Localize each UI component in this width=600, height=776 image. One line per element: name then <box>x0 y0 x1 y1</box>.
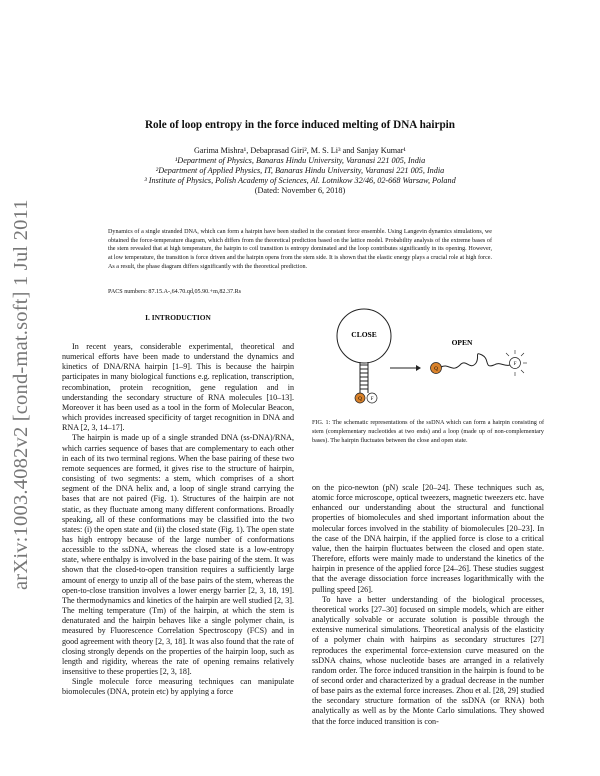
author-block <box>60 146 540 196</box>
open-label: OPEN <box>451 338 473 347</box>
marker-f-closed: F <box>370 397 374 402</box>
paper-title: Role of loop entropy in the force induced melting of DNA hairpin <box>144 119 456 131</box>
paragraph-3: Single molecule force measuring techniques can manipulate biomolecules (DNA, protein etc) by applying a force <box>62 677 294 697</box>
right-column <box>312 483 544 727</box>
hairpin-diagram <box>314 303 542 409</box>
date-line: (Dated: November 6, 2018) <box>254 186 346 195</box>
pacs-numbers: PACS numbers: 87.15.A-,64.70.qd,05.90.+m,82.37.Rs <box>108 289 242 295</box>
close-label: CLOSE <box>351 330 377 339</box>
figure-1-hairpin-schematic <box>314 303 542 409</box>
paragraph-5: To have a better understanding of the biological processes, theoretical works [27–30] focused on simple models, which are either analytically solvable or accurate solution is possible through the extensive numerical simulations. Theoretical analysis of the elasticity of a polymer chain with hairpins as secondary structures [27] reproduces the experimental force-extension curve measured on the ssDNA chains, whose nucleotide bases are arranged in a relatively random order. The force induced transition in the hairpin is found to be of second order and characterized by a gradual decrease in the number of base pairs as the external force increases. Zhou et al. [28, 29] studied the secondary structure formation of the ssDNA (or RNA) both analytically as well as by the Monte Carlo simulations. They showed that the force induced transition is con- <box>312 594 544 726</box>
paragraph-1: In recent years, considerable experimental, theoretical and numerical efforts have been made to understand the dynamics and kinetics of DNA/RNA hairpin [1–9]. This is because the hairpin participates in many biological functions e.g. replication, transcription, recombination, protein recognition, gene regulation and in understanding the secondary structure of RNA molecules [10–13]. Moreover it has been used as a tool in the form of Molecular Beacon, which provides increased specificity of target recognition in DNA and RNA [2, 3, 14–17]. <box>62 342 294 433</box>
arxiv-identifier <box>6 199 46 590</box>
paragraph-4: on the pico-newton (pN) scale [20–24]. These techniques such as, atomic force microscope, optical tweezers, magnetic tweezers etc. have enhanced our understanding about the structural and functional properties of biomolecules and shed important information about the molecular forces involved in the stability of biomolecules [20–23]. In the case of the DNA hairpin, if the applied force is close to a critical value, then the hairpin fluctuates between the closed and open state. Therefore, efforts were mainly made to understand the kinetics of the hairpin in presence of the applied force [24–26]. These studies suggest that the average dissociation force increases logarithmically with the pulling speed [26]. <box>312 483 544 594</box>
affiliation-3: ³ Institute of Physics, Polish Academy of Sciences, Al. Lotnikow 32/46, 02-668 Warsaw, Poland <box>144 176 456 185</box>
section-heading-introduction: I. INTRODUCTION <box>145 313 211 322</box>
arxiv-identifier-text: arXiv:1003.4082v2 [cond-mat.soft] 1 Jul 2011 <box>10 199 32 590</box>
figure-1-caption: FIG. 1: The schematic representations of the ssDNA which can form a hairpin consisting of stem (complementary nucleotides at two ends) and a loop (made up of non-complementary bases). The hairpin fluctuates between the close and open state. <box>312 420 544 444</box>
affiliation-2: ²Department of Applied Physics, IT, Banaras Hindu University, Varanasi 221 005, India <box>155 166 445 175</box>
marker-q-closed: Q <box>358 397 362 402</box>
paragraph-2: The hairpin is made up of a single stranded DNA (ss-DNA)/RNA, which carries sequence of bases that are complementary to each other in each of its two terminal regions. When the base pairing of these two remote sequences are formed, it gives rise to the structure of hairpin, consisting of two segments: a stem, which comprises of a short segment of the DNA helix and, a loop of single strand carrying the bases that are not paired (Fig. 1). Structures of the hairpin are not static, as they fluctuate among many different conformations. Broadly speaking, all of these conformations may be classified into the two states: (i) the open state and (ii) the closed state (Fig. 1). The open state has high entropy because of the large number of conformations accessible to the ssDNA, whereas the closed state is a low-entropy state, where enthalpy is involved in the base pairing of the stem. It was shown that the closed-to-open transition requires a sufficiently large amount of energy to unzip all of the base pairs of the stem, whereas the open-to-close transition involves a lower energy barrier [2, 3, 18, 19]. The thermodynamics and kinetics of the hairpin are well studied [2, 3]. The melting temperature (Tm) of the hairpin, at which the stem is denaturated and the hairpin behaves like a single polymer chain, is measured by Fluorescence Correlation Spectroscopy (FCS) and in good agreement with theory [2, 3, 18]. It was also found that the rate of closing strongly depends on the properties of the hairpin loop, such as length and rigidity, whereas the rate of opening remains relatively insensitive to these properties [2, 3, 18]. <box>62 433 294 676</box>
open-strand <box>441 354 510 368</box>
author-list: Garima Mishra¹, Debaprasad Giri², M. S. Li³ and Sanjay Kumar¹ <box>194 146 406 155</box>
abstract: Dynamics of a single stranded DNA, which can form a hairpin have been studied in the constant force ensemble. Using Langevin dynamics simulations, we obtained the force-temperature diagram, which differs from the theoretical prediction based on the lattice model. Probability analysis of the extreme bases of the stem revealed that at high temperature, the hairpin to coil transition is entropy dominated and the loop contributes significantly in its opening. However, at low temperature, the transition is force driven and the hairpin opens from the stem side. It is shown that the elastic energy plays a crucial role at high force. As a result, the phase diagram differs significantly with the theoretical prediction. <box>108 229 493 270</box>
marker-q-open: Q <box>434 367 438 372</box>
marker-f-open: F <box>513 362 517 367</box>
closed-stem <box>360 362 368 393</box>
affiliation-1: ¹Department of Physics, Banaras Hindu University, Varanasi 221 005, India <box>174 156 426 165</box>
left-column <box>62 342 294 697</box>
